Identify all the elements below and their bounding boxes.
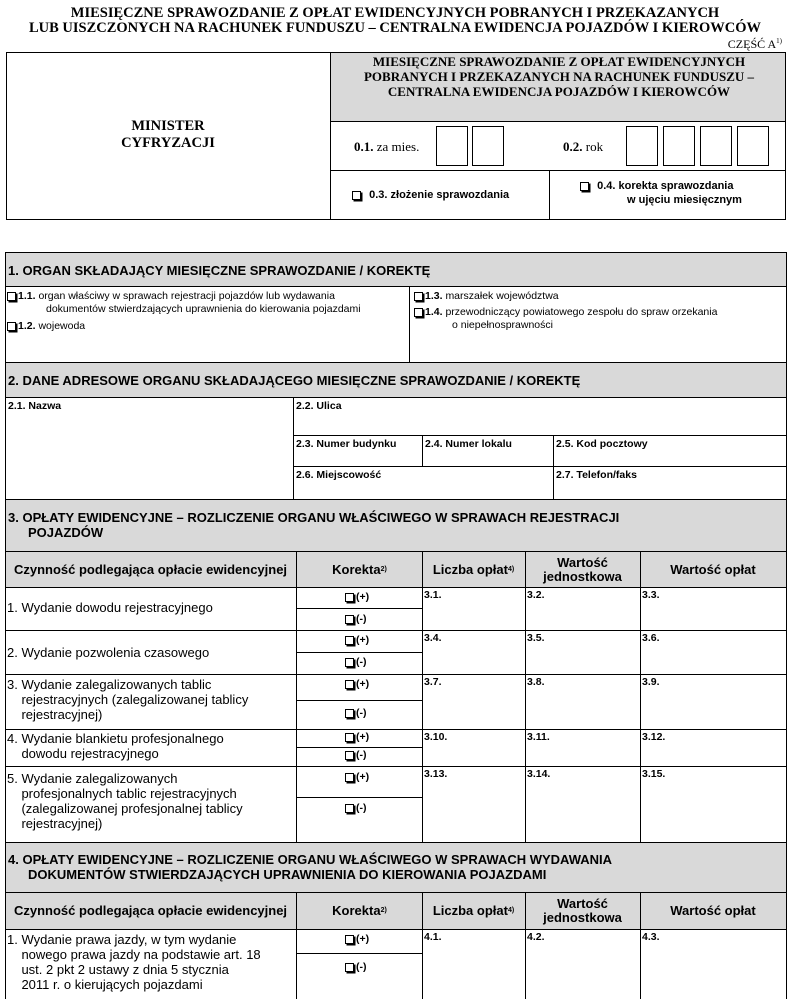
s4-col-unit: Wartość jednostkowa [543, 896, 622, 925]
s3-col-correction: Korekta 2) [332, 561, 387, 577]
month-label: 0.1. za mies. [354, 139, 420, 154]
field-city[interactable]: 2.6. Miejscowość [296, 469, 382, 481]
option-1-4-line2: o niepełnosprawności [452, 319, 553, 331]
field-4-2[interactable]: 4.2. [527, 931, 545, 943]
field-3-9[interactable]: 3.9. [642, 676, 660, 688]
field-3-8[interactable]: 3.8. [527, 676, 545, 688]
option-1-2[interactable]: 1.2. wojewoda [7, 320, 85, 333]
checkbox-1-3[interactable] [414, 292, 423, 301]
field-3-11[interactable]: 3.11. [527, 731, 550, 743]
field-name[interactable]: 2.1. Nazwa [8, 400, 62, 412]
month-digit-2[interactable] [472, 126, 504, 166]
option-1-4[interactable]: 1.4. przewodniczący powiatowego zespołu do spraw orzekania [414, 306, 717, 319]
field-4-1[interactable]: 4.1. [424, 931, 442, 943]
form-title-line2: LUB UISZCZONYCH NA RACHUNEK FUNDUSZU – CENTRALNA EWIDENCJA POJAZDÓW I KIEROWCÓW [28, 20, 762, 36]
s4-r1-plus[interactable]: (+) [345, 933, 369, 945]
submit-option[interactable]: 0.3. złożenie sprawozdania [352, 189, 509, 201]
s3-r1-minus[interactable]: (-) [345, 613, 367, 625]
s3-r1-plus[interactable]: (+) [345, 591, 369, 603]
field-3-2[interactable]: 3.2. [527, 589, 545, 601]
field-building[interactable]: 2.3. Numer budynku [296, 438, 397, 450]
option-1-1-line2: dokumentów stwierdzających uprawnienia do kierowania pojazdami [46, 303, 361, 315]
field-3-1[interactable]: 3.1. [424, 589, 442, 601]
s3-col-count: Liczba opłat 4) [432, 561, 515, 577]
s3-row5-label: 5. Wydanie zalegalizowanych profesjonalnych tablic rejestracyjnych (zalegalizowanej profesjonalnej tablicy rejestracyjnej) [7, 771, 243, 831]
form-title-line1: MIESIĘCZNE SPRAWOZDANIE Z OPŁAT EWIDENCYJNYCH POBRANYCH I PRZEKAZANYCH [70, 5, 720, 21]
field-apartment[interactable]: 2.4. Numer lokalu [425, 438, 512, 450]
s3-r5-plus[interactable]: (+) [345, 771, 369, 783]
s4-col-count: Liczba opłat 4) [432, 903, 515, 918]
s3-col-unit: Wartość jednostkowa [543, 554, 622, 584]
year-digit-3[interactable] [700, 126, 732, 166]
year-digit-1[interactable] [626, 126, 658, 166]
part-label: CZĘŚĆ $A^{1)}$ [727, 37, 782, 51]
s4-col-value: Wartość opłat [670, 903, 756, 918]
checkbox-1-2[interactable] [7, 322, 16, 331]
field-postal-code[interactable]: 2.5. Kod pocztowy [556, 438, 648, 450]
checkbox-1-4[interactable] [414, 308, 423, 317]
correction-option[interactable]: 0.4. korekta sprawozdania w ujęciu miesięcznym [580, 179, 742, 207]
year-digit-2[interactable] [663, 126, 695, 166]
checkbox-1-1[interactable] [7, 292, 16, 301]
s4-col-activity: Czynność podlegająca opłacie ewidencyjnej [13, 903, 288, 918]
month-digit-1[interactable] [436, 126, 468, 166]
year-label: 0.2. rok [563, 139, 604, 154]
s3-col-activity: Czynność podlegająca opłacie ewidencyjnej [13, 561, 288, 577]
s3-row4-label: 4. Wydanie blankietu profesjonalnego dowodu rejestracyjnego [7, 731, 224, 761]
field-3-12[interactable]: 3.12. [642, 731, 666, 743]
s4-row1-label: 1. Wydanie prawa jazdy, w tym wydanie nowego prawa jazdy na podstawie art. 18 ust. 2 pkt 2 ustawy z dnia 5 stycznia 2011 r. o kierujących pojazdami [7, 932, 261, 992]
field-3-13[interactable]: 3.13. [424, 768, 448, 780]
field-3-5[interactable]: 3.5. [527, 632, 545, 644]
s3-r2-plus[interactable]: (+) [345, 634, 369, 646]
s3-r2-minus[interactable]: (-) [345, 656, 367, 668]
option-1-3[interactable]: 1.3. marszałek województwa [414, 290, 559, 303]
field-3-7[interactable]: 3.7. [424, 676, 442, 688]
s3-row3-label: 3. Wydanie zalegalizowanych tablic rejestracyjnych (zalegalizowanej tablicy rejestracyjnej) [7, 677, 249, 722]
submit-checkbox[interactable] [352, 191, 361, 200]
section1-title: 1. ORGAN SKŁADAJĄCY MIESIĘCZNE SPRAWOZDANIE / KOREKTĘ [8, 263, 431, 278]
section3-title: 3. OPŁATY EWIDENCYJNE – ROZLICZENIE ORGANU WŁAŚCIWEGO W SPRAWACH REJESTRACJI POJAZDÓW [8, 510, 620, 540]
option-1-1[interactable]: 1.1. organ właściwy w sprawach rejestracji pojazdów lub wydawania [7, 290, 335, 303]
s3-row2-label: 2. Wydanie pozwolenia czasowego [7, 645, 210, 660]
s4-r1-minus[interactable]: (-) [345, 961, 367, 973]
field-3-4[interactable]: 3.4. [424, 632, 442, 644]
minister-name: MINISTER CYFRYZACJI [121, 118, 215, 151]
correction-checkbox[interactable] [580, 182, 589, 191]
s3-r3-minus[interactable]: (-) [345, 707, 367, 719]
s3-r3-plus[interactable]: (+) [345, 678, 369, 690]
section4-title: 4. OPŁATY EWIDENCYJNE – ROZLICZENIE ORGANU WŁAŚCIWEGO W SPRAWACH WYDAWANIA DOKUMENTÓW STWIERDZAJĄCYCH UPRAWNIENIA DO KIEROWANIA POJAZDAMI [8, 852, 613, 882]
field-3-10[interactable]: 3.10. [424, 731, 448, 743]
field-3-14[interactable]: 3.14. [527, 768, 551, 780]
s3-r4-plus[interactable]: (+) [345, 731, 369, 743]
s3-row1-label: 1. Wydanie dowodu rejestracyjnego [7, 600, 213, 615]
field-phone[interactable]: 2.7. Telefon/faks [556, 469, 637, 481]
field-3-3[interactable]: 3.3. [642, 589, 660, 601]
field-3-6[interactable]: 3.6. [642, 632, 660, 644]
field-4-3[interactable]: 4.3. [642, 931, 660, 943]
s3-r4-minus[interactable]: (-) [345, 749, 367, 761]
year-digit-4[interactable] [737, 126, 769, 166]
s4-col-correction: Korekta 2) [332, 903, 387, 918]
section2-title: 2. DANE ADRESOWE ORGANU SKŁADAJĄCEGO MIESIĘCZNE SPRAWOZDANIE / KOREKTĘ [8, 373, 581, 388]
field-street[interactable]: 2.2. Ulica [296, 400, 342, 412]
field-3-15[interactable]: 3.15. [642, 768, 666, 780]
s3-r5-minus[interactable]: (-) [345, 802, 367, 814]
s3-col-value: Wartość opłat [670, 561, 756, 577]
report-title: MIESIĘCZNE SPRAWOZDANIE Z OPŁAT EWIDENCYJNYCH POBRANYCH I PRZEKAZANYCH NA RACHUNEK FUNDUSZU – CENTRALNA EWIDENCJA POJAZDÓW I KIEROWCÓW [363, 54, 755, 99]
